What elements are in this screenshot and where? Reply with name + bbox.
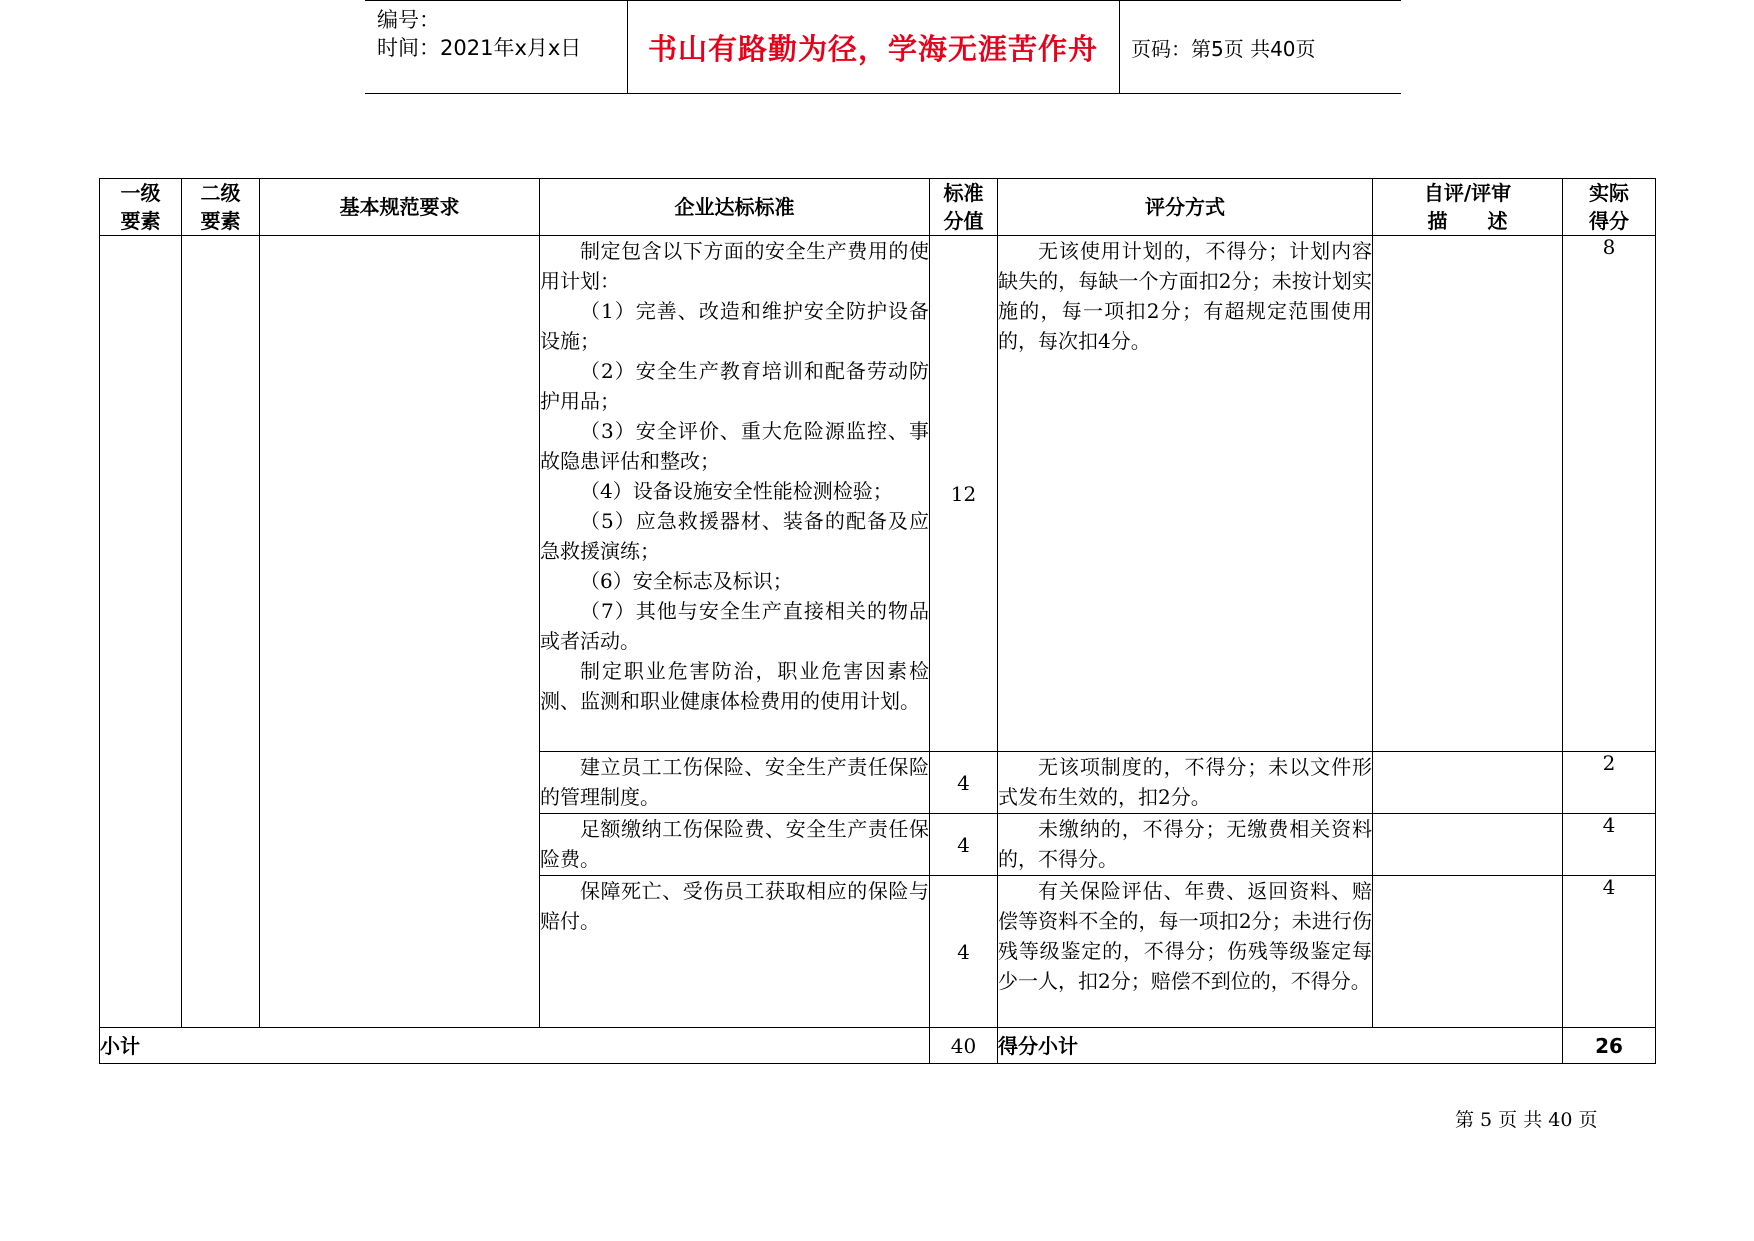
standard-text: （5）应急救援器材、装备的配备及应急救援演练； bbox=[540, 509, 929, 563]
scoring-method-text: 无该使用计划的，不得分；计划内容缺失的，每缺一个方面扣2分；未按计划实施的，每一项扣2分；有超规定范围使用的，每次扣4分。 bbox=[998, 239, 1372, 353]
header-page-cell bbox=[1119, 1, 1401, 93]
scoring-method-cell bbox=[998, 236, 1373, 752]
document-time-label: 时间：2021年x月x日 bbox=[377, 36, 582, 60]
scoring-method-text: 未缴纳的，不得分；无缴费相关资料的，不得分。 bbox=[998, 817, 1372, 871]
scoring-method-cell bbox=[998, 814, 1373, 876]
standard-text: 建立员工工伤保险、安全生产责任保险的管理制度。 bbox=[540, 755, 929, 809]
col-header-level1: 一级 要素 bbox=[100, 179, 182, 236]
standard-text: （7）其他与安全生产直接相关的物品或者活动。 bbox=[540, 599, 929, 653]
page-footer: 第 5 页 共 40 页 bbox=[1455, 1109, 1598, 1131]
assessment-table bbox=[99, 178, 1656, 1064]
scoring-method-cell bbox=[998, 752, 1373, 814]
subtotal-label: 小计 bbox=[100, 1028, 930, 1064]
standard-cell bbox=[540, 752, 930, 814]
standard-cell bbox=[540, 814, 930, 876]
subtotal-standard-score: 40 bbox=[930, 1028, 998, 1064]
scoring-method-text: 无该项制度的，不得分；未以文件形式发布生效的，扣2分。 bbox=[998, 755, 1372, 809]
self-review-cell bbox=[1373, 236, 1563, 752]
col-header-actual-score: 实际 得分 bbox=[1563, 179, 1656, 236]
col-header-scoring-method: 评分方式 bbox=[998, 179, 1373, 236]
document-code-label: 编号： bbox=[377, 8, 440, 32]
self-review-cell bbox=[1373, 752, 1563, 814]
actual-score-cell: 4 bbox=[1563, 876, 1656, 1028]
standard-text: 制定职业危害防治，职业危害因素检测、监测和职业健康体检费用的使用计划。 bbox=[540, 659, 929, 713]
level1-cell bbox=[100, 236, 182, 1028]
page-header bbox=[365, 0, 1401, 94]
col-header-level2: 二级 要素 bbox=[182, 179, 260, 236]
standard-cell bbox=[540, 876, 930, 1028]
col-header-self-review: 自评/评审 描 述 bbox=[1373, 179, 1563, 236]
standard-score-cell: 4 bbox=[930, 876, 998, 1028]
header-motto: 书山有路勤为径，学海无涯苦作舟 bbox=[647, 31, 1098, 66]
self-review-cell bbox=[1373, 814, 1563, 876]
self-review-cell bbox=[1373, 876, 1563, 1028]
basic-requirement-cell bbox=[260, 236, 540, 1028]
col-header-enterprise-standard: 企业达标标准 bbox=[540, 179, 930, 236]
standard-cell bbox=[540, 236, 930, 752]
subtotal-row bbox=[100, 1028, 1656, 1064]
standard-text: （6）安全标志及标识； bbox=[580, 569, 793, 593]
header-left-cell bbox=[365, 1, 628, 93]
standard-text: （4）设备设施安全性能检测检验； bbox=[580, 479, 893, 503]
header-motto-cell bbox=[627, 1, 1120, 93]
standard-score-cell: 12 bbox=[930, 236, 998, 752]
header-page-info: 页码：第5页 共40页 bbox=[1131, 36, 1316, 61]
standard-text: （1）完善、改造和维护安全防护设备设施； bbox=[540, 299, 929, 353]
col-header-basic-requirement: 基本规范要求 bbox=[260, 179, 540, 236]
subtotal-actual-score: 26 bbox=[1563, 1028, 1656, 1064]
standard-text: （2）安全生产教育培训和配备劳动防护用品； bbox=[540, 359, 929, 413]
standard-text: 足额缴纳工伤保险费、安全生产责任保险费。 bbox=[540, 817, 929, 871]
actual-score-cell: 2 bbox=[1563, 752, 1656, 814]
col-header-standard-score: 标准 分值 bbox=[930, 179, 998, 236]
standard-score-cell: 4 bbox=[930, 814, 998, 876]
subtotal-score-label: 得分小计 bbox=[998, 1028, 1563, 1064]
table-header-row bbox=[100, 179, 1656, 236]
actual-score-cell: 8 bbox=[1563, 236, 1656, 752]
table-row bbox=[100, 236, 1656, 752]
scoring-method-cell bbox=[998, 876, 1373, 1028]
standard-text: 制定包含以下方面的安全生产费用的使用计划： bbox=[540, 239, 929, 293]
level2-cell bbox=[182, 236, 260, 1028]
actual-score-cell: 4 bbox=[1563, 814, 1656, 876]
standard-text: （3）安全评价、重大危险源监控、事故隐患评估和整改； bbox=[540, 419, 929, 473]
standard-score-cell: 4 bbox=[930, 752, 998, 814]
standard-text: 保障死亡、受伤员工获取相应的保险与赔付。 bbox=[540, 879, 929, 933]
scoring-method-text: 有关保险评估、年费、返回资料、赔偿等资料不全的，每一项扣2分；未进行伤残等级鉴定的，不得分；伤残等级鉴定每少一人，扣2分；赔偿不到位的，不得分。 bbox=[998, 879, 1372, 993]
